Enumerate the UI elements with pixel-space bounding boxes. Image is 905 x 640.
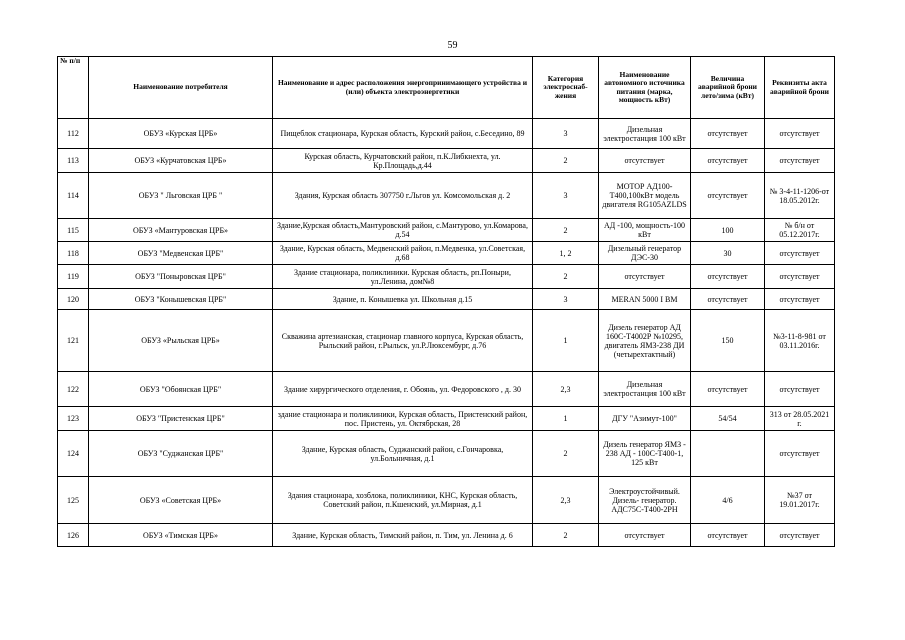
table-row xyxy=(58,173,835,219)
cell-category: 2 xyxy=(533,219,599,242)
table-row xyxy=(58,407,835,431)
cell-num: 125 xyxy=(58,477,89,524)
cell-consumer: ОБУЗ "Суджанская ЦРБ" xyxy=(89,431,273,477)
cell-address: Скважина артезианская, стационар главного корпуса, Курская область, Рыльский район, г.Рыльск, ул.Р.Люксембург, д.76 xyxy=(273,310,533,372)
cell-act: №3-11-8-981 от 03.11.2016г. xyxy=(765,310,835,372)
cell-act: отсутствует xyxy=(765,265,835,289)
cell-category: 2 xyxy=(533,431,599,477)
cell-consumer: ОБУЗ «Советская ЦРБ» xyxy=(89,477,273,524)
cell-category: 2,3 xyxy=(533,477,599,524)
header-act: Реквизиты акта аварийной брони xyxy=(765,57,835,119)
cell-reserve: отсутствует xyxy=(691,524,765,547)
cell-reserve: отсутствует xyxy=(691,119,765,149)
cell-source: Дизельная электростанция 100 кВт xyxy=(599,119,691,149)
table-row xyxy=(58,310,835,372)
table-row xyxy=(58,242,835,265)
cell-address: Здание, Курская область, Тимский район, п. Тим, ул. Ленина д. 6 xyxy=(273,524,533,547)
cell-category: 1 xyxy=(533,407,599,431)
cell-category: 3 xyxy=(533,173,599,219)
cell-reserve: 100 xyxy=(691,219,765,242)
cell-num: 122 xyxy=(58,372,89,407)
cell-consumer: ОБУЗ "Обоянская ЦРБ" xyxy=(89,372,273,407)
cell-num: 126 xyxy=(58,524,89,547)
table-row xyxy=(58,119,835,149)
table-row xyxy=(58,524,835,547)
cell-category: 3 xyxy=(533,289,599,310)
cell-num: 121 xyxy=(58,310,89,372)
cell-source: Дизельный генератор ДЭС-30 xyxy=(599,242,691,265)
table-row xyxy=(58,265,835,289)
cell-address: Пищеблок стационара, Курская область, Курский район, с.Беседино, 89 xyxy=(273,119,533,149)
cell-source: отсутствует xyxy=(599,265,691,289)
cell-consumer: ОБУЗ «Мантуровская ЦРБ» xyxy=(89,219,273,242)
cell-reserve: 30 xyxy=(691,242,765,265)
cell-reserve: отсутствует xyxy=(691,289,765,310)
cell-act: отсутствует xyxy=(765,524,835,547)
cell-address: Здания, Курская область 307750 г.Льгов ул. Комсомольская д. 2 xyxy=(273,173,533,219)
cell-source: MERAN 5000 I BM xyxy=(599,289,691,310)
cell-act: № б/н от 05.12.2017г. xyxy=(765,219,835,242)
cell-category: 2,3 xyxy=(533,372,599,407)
table-row xyxy=(58,289,835,310)
cell-num: 112 xyxy=(58,119,89,149)
cell-act: отсутствует xyxy=(765,431,835,477)
header-category: Категория электроснаб-жения xyxy=(533,57,599,119)
cell-num: 118 xyxy=(58,242,89,265)
cell-category: 1 xyxy=(533,310,599,372)
cell-source: Дизельная электростанция 100 кВт xyxy=(599,372,691,407)
cell-reserve xyxy=(691,431,765,477)
cell-address: Здания стационара, хозблока, поликлиники, КНС, Курская область, Советский район, п.Кшенский, ул.Мирная, д.1 xyxy=(273,477,533,524)
cell-reserve: отсутствует xyxy=(691,173,765,219)
cell-num: 119 xyxy=(58,265,89,289)
cell-act: отсутствует xyxy=(765,149,835,173)
cell-num: 115 xyxy=(58,219,89,242)
cell-category: 1, 2 xyxy=(533,242,599,265)
cell-category: 2 xyxy=(533,265,599,289)
cell-act: отсутствует xyxy=(765,289,835,310)
cell-act: отсутствует xyxy=(765,242,835,265)
cell-source: МОТОР АД100-Т400,100кВт модель двигателя RG105AZLDS xyxy=(599,173,691,219)
cell-act: отсутствует xyxy=(765,372,835,407)
table-row xyxy=(58,477,835,524)
table-row xyxy=(58,149,835,173)
cell-consumer: ОБУЗ «Курская ЦРБ» xyxy=(89,119,273,149)
cell-consumer: ОБУЗ " Льговская ЦРБ " xyxy=(89,173,273,219)
page-number: 59 xyxy=(447,40,458,51)
header-consumer: Наименование потребителя xyxy=(89,57,273,119)
header-address: Наименование и адрес расположения энергопринимающего устройства и (или) объекта электроэнергетики xyxy=(273,57,533,119)
cell-address: Здание хирургического отделения, г. Обоянь, ул. Федоровского , д. 30 xyxy=(273,372,533,407)
cell-address: здание стационара и поликлиники, Курская область, Пристенский район, пос. Пристень, ул. Октябрская, 28 xyxy=(273,407,533,431)
header-reserve: Величина аварийной брони лето/зима (кВт) xyxy=(691,57,765,119)
header-source: Наименование автономного источника питания (марка, мощность кВт) xyxy=(599,57,691,119)
cell-source: Дизель генератор ЯМЗ - 238 АД - 100С-Т400-1, 125 кВт xyxy=(599,431,691,477)
cell-act: 313 от 28.05.2021 г. xyxy=(765,407,835,431)
cell-source: отсутствует xyxy=(599,149,691,173)
cell-num: 113 xyxy=(58,149,89,173)
cell-num: 114 xyxy=(58,173,89,219)
cell-act: № 3-4-11-1206-от 18.05.2012г. xyxy=(765,173,835,219)
cell-act: №37 от 19.01.2017г. xyxy=(765,477,835,524)
cell-address: Здание стационара, поликлиники. Курская область, рп.Поныри, ул.Ленина, дом№8 xyxy=(273,265,533,289)
cell-reserve: отсутствует xyxy=(691,265,765,289)
table-row xyxy=(58,372,835,407)
cell-act: отсутствует xyxy=(765,119,835,149)
cell-source: Дизель генератор АД 160С-Т4002Р №10295, двигатель ЯМЗ-238 ДИ (четырехтактный) xyxy=(599,310,691,372)
cell-consumer: ОБУЗ «Тимская ЦРБ» xyxy=(89,524,273,547)
cell-address: Курская область, Курчатовский район, п.К.Либкнехта, ул. Кр.Площадь,д.44 xyxy=(273,149,533,173)
cell-num: 124 xyxy=(58,431,89,477)
cell-category: 2 xyxy=(533,524,599,547)
cell-source: ДГУ "Азимут-100" xyxy=(599,407,691,431)
cell-consumer: ОБУЗ «Курчатовская ЦРБ» xyxy=(89,149,273,173)
cell-consumer: ОБУЗ «Рыльская ЦРБ» xyxy=(89,310,273,372)
cell-category: 3 xyxy=(533,119,599,149)
cell-address: Здание,Курская область,Мантуровский район, с.Мантурово, ул.Комарова, д.54 xyxy=(273,219,533,242)
cell-consumer: ОБУЗ "Поныровская ЦРБ" xyxy=(89,265,273,289)
cell-category: 2 xyxy=(533,149,599,173)
cell-reserve: отсутствует xyxy=(691,372,765,407)
cell-reserve: отсутствует xyxy=(691,149,765,173)
cell-consumer: ОБУЗ "Пристенская ЦРБ" xyxy=(89,407,273,431)
cell-consumer: ОБУЗ "Конышевская ЦРБ" xyxy=(89,289,273,310)
cell-reserve: 150 xyxy=(691,310,765,372)
cell-consumer: ОБУЗ "Медвенская ЦРБ" xyxy=(89,242,273,265)
header-num: № п/п xyxy=(58,57,89,119)
cell-reserve: 4/6 xyxy=(691,477,765,524)
table-header-row xyxy=(58,57,835,119)
consumers-table xyxy=(57,56,835,547)
cell-source: АД -100, мощность-100 кВт xyxy=(599,219,691,242)
table-row xyxy=(58,431,835,477)
cell-num: 120 xyxy=(58,289,89,310)
cell-num: 123 xyxy=(58,407,89,431)
cell-source: Электроустойчивый. Дизель- генератор. АДС75С-Т400-2РН xyxy=(599,477,691,524)
cell-source: отсутствует xyxy=(599,524,691,547)
cell-address: Здание, Курская область, Суджанский район, с.Гончаровка, ул.Больничная, д.1 xyxy=(273,431,533,477)
cell-address: Здание, п. Конышевка ул. Школьная д.15 xyxy=(273,289,533,310)
table-row xyxy=(58,219,835,242)
cell-address: Здание, Курская область, Медвенский район, п.Медвенка, ул.Советская, д.68 xyxy=(273,242,533,265)
cell-reserve: 54/54 xyxy=(691,407,765,431)
